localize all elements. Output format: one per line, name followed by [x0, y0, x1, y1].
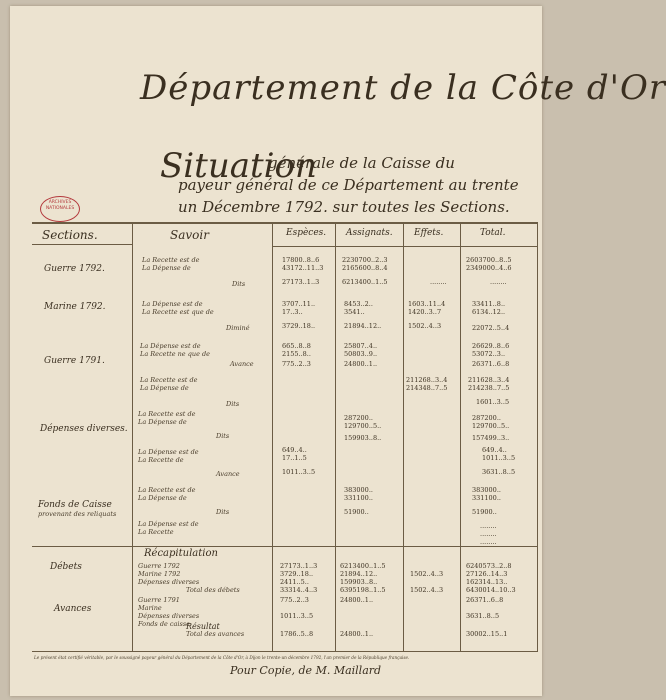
recap-line: Guerre 1791	[138, 596, 180, 604]
cell-assignats: 3541..	[344, 308, 365, 316]
savoir-line: Avance	[230, 360, 254, 368]
recap-top-rule	[32, 546, 538, 547]
header-total: Total.	[480, 228, 506, 238]
col-rule-4	[403, 222, 404, 651]
cell-assignats: 383000..	[344, 486, 373, 494]
recap-avances: Avances	[54, 604, 92, 614]
cell-effets: 1603..11..4	[408, 300, 446, 308]
cell-especes: 3729..18..	[282, 322, 316, 330]
cell-especes: 17..1..5	[282, 454, 307, 462]
cell-total: 30002..15..1	[466, 630, 508, 638]
savoir-line: La Recette est de	[142, 256, 200, 264]
certification-footnote: Le présent état certifié véritable, par le soussigné payeur général du Département de la Côte d'Or, à Dijon le trente-un décembre 1792, l'an premier de la République française.	[34, 655, 410, 660]
cell-assignats: 129700..5..	[344, 422, 382, 430]
col-rule-2	[272, 222, 273, 651]
col-rule-5	[460, 222, 461, 651]
savoir-line: Dits	[216, 432, 230, 440]
savoir-line: La Dépense de	[138, 418, 187, 426]
col-rule-6	[537, 222, 538, 651]
savoir-line: La Dépense est de	[138, 520, 199, 528]
cell-assignats: 25807..4..	[344, 342, 378, 350]
signature: Pour Copie, de M. Maillard	[230, 664, 382, 677]
col-rule-1	[132, 222, 133, 651]
cell-total: 3631..8..5	[466, 612, 500, 620]
savoir-line: La Dépense est de	[142, 300, 203, 308]
cell-especes: 3707..11..	[282, 300, 316, 308]
situation-heading: Situation	[160, 146, 317, 186]
cell-total: 214238..7..5	[468, 384, 510, 392]
recap-title: Récapitulation	[144, 548, 218, 559]
savoir-line: La Dépense de	[138, 494, 187, 502]
cell-assignats: 21894..12..	[340, 570, 378, 578]
cell-especes: 649..4..	[282, 446, 307, 454]
savoir-line: Avance	[216, 470, 240, 478]
savoir-line: Diminé	[226, 324, 250, 332]
cell-total: 162314..13..	[466, 578, 508, 586]
savoir-line: La Dépense est de	[138, 448, 199, 456]
recap-line: Total des débets	[186, 586, 240, 594]
cell-assignats: 50803..9..	[344, 350, 378, 358]
cell-total: ........	[490, 278, 507, 286]
cell-especes: 33314..4..3	[280, 586, 318, 594]
recap-line: Dépenses diverses	[138, 612, 200, 620]
cell-effets: 1502..4..3	[410, 586, 444, 594]
cell-assignats: 159903..8..	[340, 578, 378, 586]
cell-effets: 1502..4..3	[410, 570, 444, 578]
recap-line: Total des avances	[186, 630, 245, 638]
cell-especes: 2411..5..	[280, 578, 309, 586]
cell-total: 2349000..4..6	[466, 264, 512, 272]
cell-assignats: 24800..1..	[340, 630, 374, 638]
cell-effets: 214348..7..5	[406, 384, 448, 392]
values-header-rule	[272, 246, 538, 247]
recap-line: Marine	[138, 604, 162, 612]
cell-total: 2603700..8..5	[466, 256, 512, 264]
department-title: Département de la Côte d'Or	[140, 68, 666, 108]
table-top-rule	[32, 222, 538, 224]
cell-especes: 1011..3..5	[282, 468, 316, 476]
section-guerre-1792: Guerre 1792.	[44, 264, 105, 274]
cell-assignats: 8453..2..	[344, 300, 373, 308]
cell-especes: 1786..5..8	[280, 630, 314, 638]
cell-especes: 43172..11..3	[282, 264, 324, 272]
sections-header-rule	[32, 244, 132, 245]
recap-debets: Débets	[50, 562, 82, 572]
recap-line: Fonds de caisse	[138, 620, 191, 628]
cell-total: 287200..	[472, 414, 501, 422]
cell-total: 157499..3..	[472, 434, 510, 442]
cell-total: 6134..12..	[472, 308, 506, 316]
cell-effets: ........	[430, 278, 447, 286]
savoir-line: La Recette est de	[138, 410, 196, 418]
subtitle-line-2: payeur général de ce Département au trente	[178, 176, 519, 194]
savoir-line: La Recette de	[138, 456, 184, 464]
cell-total: 3631..8..5	[482, 468, 516, 476]
savoir-line: La Recette est de	[140, 376, 198, 384]
cell-total: ........	[480, 522, 497, 530]
cell-total: 1601..3..5	[476, 398, 510, 406]
header-effets: Effets.	[414, 228, 444, 238]
savoir-line: Dits	[226, 400, 240, 408]
header-sections: Sections.	[42, 228, 98, 242]
section-guerre-1791: Guerre 1791.	[44, 356, 105, 366]
cell-assignats: 2230700..2..3	[342, 256, 388, 264]
cell-total: 51900..	[472, 508, 497, 516]
cell-especes: 17800..8..6	[282, 256, 320, 264]
savoir-line: Dits	[232, 280, 246, 288]
cell-total: 129700..5..	[472, 422, 510, 430]
section-marine-1792: Marine 1792.	[44, 302, 106, 312]
cell-total: 331100..	[472, 494, 501, 502]
header-especes: Espèces.	[286, 228, 327, 238]
cell-total: 26629..8..6	[472, 342, 510, 350]
cell-assignats: 21894..12..	[344, 322, 382, 330]
table-bottom-rule	[32, 651, 538, 652]
cell-total: 22072..5..4	[472, 324, 510, 332]
cell-effets: 1420..3..7	[408, 308, 442, 316]
cell-especes: 17..3..	[282, 308, 303, 316]
cell-especes: 2155..8..	[282, 350, 311, 358]
cell-especes: 27173..1..3	[280, 562, 318, 570]
savoir-line: La Recette	[138, 528, 174, 536]
cell-assignats: 2165600..8..4	[342, 264, 388, 272]
cell-assignats: 287200..	[344, 414, 373, 422]
col-rule-3	[335, 222, 336, 651]
cell-total: 26371..6..8	[472, 360, 510, 368]
cell-effets: 211268..3..4	[406, 376, 448, 384]
cell-total: 211628..3..4	[468, 376, 510, 384]
cell-assignats: 331100..	[344, 494, 373, 502]
cell-total: 27126..14..3	[466, 570, 508, 578]
cell-especes: 27173..1..3	[282, 278, 320, 286]
savoir-line: La Dépense est de	[140, 342, 201, 350]
cell-total: ........	[480, 538, 497, 546]
cell-total: 383000..	[472, 486, 501, 494]
resultat-label: Résultat	[186, 622, 220, 631]
cell-especes: 3729..18..	[280, 570, 314, 578]
cell-total: 33411..8..	[472, 300, 506, 308]
section-fonds-caisse: Fonds de Caisse	[38, 500, 112, 510]
header-savoir: Savoir	[170, 228, 209, 242]
cell-effets: 1502..4..3	[408, 322, 442, 330]
stamp-text: ARCHIVES NATIONALES	[45, 200, 75, 211]
cell-total: 6240573..2..8	[466, 562, 512, 570]
cell-especes: 775..2..3	[282, 360, 311, 368]
cell-assignats: 6395198..1..5	[340, 586, 386, 594]
savoir-line: Dits	[216, 508, 230, 516]
archive-stamp	[40, 196, 80, 222]
cell-total: ........	[480, 530, 497, 538]
cell-assignats: 6213400..1..5	[342, 278, 388, 286]
header-assignats: Assignats.	[346, 228, 393, 238]
cell-total: 649..4..	[482, 446, 507, 454]
savoir-line: La Recette est que de	[142, 308, 214, 316]
cell-assignats: 6213400..1..5	[340, 562, 386, 570]
subtitle-line-3: un Décembre 1792. sur toutes les Sections.	[178, 198, 510, 216]
cell-assignats: 159903..8..	[344, 434, 382, 442]
cell-total: 26371..6..8	[466, 596, 504, 604]
cell-especes: 1011..3..5	[280, 612, 314, 620]
recap-line: Dépenses diverses	[138, 578, 200, 586]
cell-assignats: 24800..1..	[340, 596, 374, 604]
cell-assignats: 51900..	[344, 508, 369, 516]
document-sheet	[10, 6, 666, 696]
cell-especes: 665..8..8	[282, 342, 311, 350]
subtitle-line-1: générale de la Caisse du	[268, 154, 455, 172]
savoir-line: La Recette ne que de	[140, 350, 210, 358]
recap-line: Marine 1792	[138, 570, 181, 578]
cell-total: 53072..3..	[472, 350, 506, 358]
cell-total: 1011..3..5	[482, 454, 516, 462]
savoir-line: La Dépense de	[142, 264, 191, 272]
savoir-line: La Recette est de	[138, 486, 196, 494]
cell-especes: 775..2..3	[280, 596, 309, 604]
cell-assignats: 24800..1..	[344, 360, 378, 368]
section-fonds-caisse-2: provenant des reliquats	[38, 510, 117, 518]
section-depenses-diverses: Dépenses diverses.	[40, 424, 128, 434]
cell-total: 6430014..10..3	[466, 586, 516, 594]
savoir-line: La Dépense de	[140, 384, 189, 392]
recap-line: Guerre 1792	[138, 562, 180, 570]
